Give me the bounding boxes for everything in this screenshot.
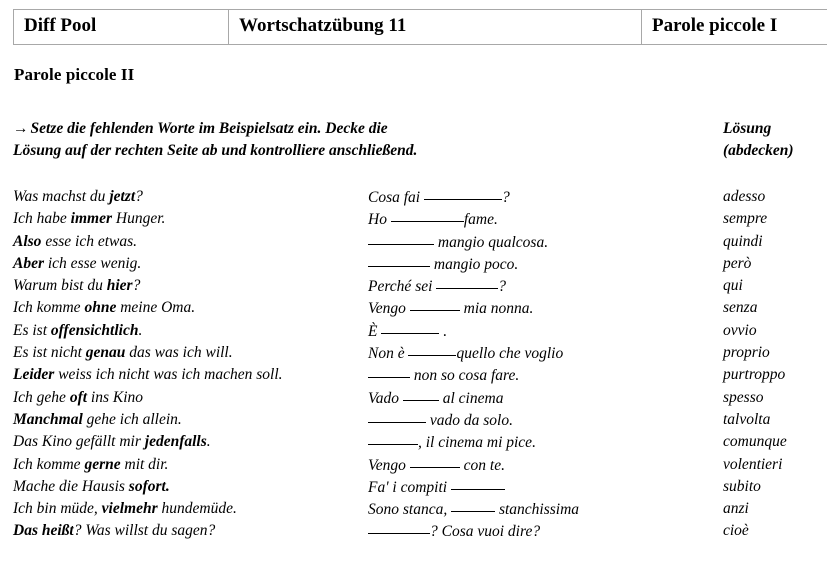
fill-in-blank[interactable] bbox=[368, 253, 430, 267]
italian-text: Vengo bbox=[368, 300, 410, 318]
german-text: Warum bist du bbox=[13, 277, 107, 295]
fill-in-blank[interactable] bbox=[403, 387, 439, 401]
solution-word: subito bbox=[723, 477, 761, 495]
german-keyword: Manchmal bbox=[13, 410, 83, 428]
exercise-row bbox=[0, 409, 827, 431]
german-keyword: vielmehr bbox=[101, 500, 158, 518]
german-keyword: ohne bbox=[84, 299, 117, 317]
german-sentence bbox=[13, 186, 143, 208]
italian-text: mangio poco. bbox=[430, 255, 519, 273]
solution-word: qui bbox=[723, 277, 743, 295]
solution-word: però bbox=[723, 254, 752, 272]
german-text: . bbox=[206, 433, 211, 451]
fill-in-blank[interactable] bbox=[368, 409, 426, 423]
italian-sentence bbox=[368, 476, 505, 499]
exercise-row bbox=[0, 454, 827, 476]
exercise-row bbox=[0, 342, 827, 364]
italian-sentence bbox=[368, 342, 563, 365]
italian-text: , il cinema mi pice. bbox=[418, 434, 536, 452]
italian-text: ? Cosa vuoi dire? bbox=[430, 523, 541, 541]
italian-text: È bbox=[368, 322, 382, 340]
header-row bbox=[14, 10, 827, 45]
german-sentence bbox=[13, 231, 137, 253]
italian-sentence bbox=[368, 520, 540, 543]
german-sentence bbox=[13, 342, 233, 364]
german-sentence bbox=[13, 253, 141, 275]
german-text: Das Kino gefällt mir bbox=[13, 433, 145, 451]
german-sentence bbox=[13, 476, 170, 498]
german-sentence bbox=[13, 320, 142, 342]
german-text: ? Was willst du sagen? bbox=[73, 522, 216, 540]
exercise-row bbox=[0, 253, 827, 275]
german-text: Ich komme bbox=[13, 455, 85, 473]
exercise-row bbox=[0, 231, 827, 253]
german-text: Es ist nicht bbox=[13, 344, 86, 362]
italian-text: al cinema bbox=[438, 389, 504, 407]
worksheet-header-table bbox=[13, 9, 827, 45]
italian-text: Non è bbox=[368, 345, 409, 363]
german-text: Ich habe bbox=[13, 210, 71, 228]
italian-sentence bbox=[368, 498, 579, 521]
german-sentence bbox=[13, 364, 283, 386]
german-keyword: jedenfalls bbox=[144, 433, 207, 451]
italian-text: stanchissima bbox=[495, 501, 580, 519]
header-cell-pool: Diff Pool bbox=[14, 10, 229, 45]
solution-word: spesso bbox=[723, 388, 764, 406]
fill-in-blank[interactable] bbox=[368, 520, 430, 534]
italian-sentence bbox=[368, 409, 513, 432]
german-keyword: hier bbox=[106, 277, 133, 295]
italian-text: . bbox=[439, 322, 448, 340]
instructions-text-1: Setze die fehlenden Worte im Beispielsatz ein. Decke die bbox=[30, 120, 388, 137]
german-text: Was machst du bbox=[13, 188, 110, 205]
exercise-row bbox=[0, 520, 827, 542]
german-text: Es ist bbox=[13, 321, 51, 339]
italian-text: mia nonna. bbox=[459, 300, 534, 318]
german-keyword: Leider bbox=[13, 366, 55, 384]
solution-word: purtroppo bbox=[723, 366, 786, 384]
german-keyword: oft bbox=[69, 388, 88, 406]
italian-sentence bbox=[368, 364, 519, 387]
header-cell-topic: Parole piccole I bbox=[642, 10, 827, 45]
german-text: mit dir. bbox=[120, 455, 169, 473]
italian-sentence bbox=[368, 208, 498, 231]
german-text: Ich bin müde, bbox=[13, 500, 102, 518]
italian-text: fame. bbox=[463, 211, 498, 229]
german-text: Ich gehe bbox=[13, 388, 70, 406]
fill-in-blank[interactable] bbox=[408, 342, 456, 356]
italian-sentence bbox=[368, 186, 510, 209]
german-keyword: immer bbox=[70, 210, 113, 228]
solution-word: proprio bbox=[723, 344, 770, 362]
italian-sentence bbox=[368, 320, 447, 343]
german-text: ins Kino bbox=[87, 388, 144, 406]
solution-word: volentieri bbox=[723, 455, 783, 473]
instructions-line-2: Lösung auf der rechten Seite ab und kontrolliere anschließend. bbox=[13, 142, 418, 159]
italian-sentence bbox=[368, 387, 503, 410]
italian-text: quello che voglio bbox=[456, 345, 564, 363]
italian-sentence bbox=[368, 253, 518, 276]
solution-header-line-1: Lösung bbox=[723, 120, 772, 137]
solution-word: adesso bbox=[723, 188, 766, 205]
italian-text: Sono stanca, bbox=[368, 501, 452, 519]
solution-word: sempre bbox=[723, 210, 768, 228]
german-sentence bbox=[13, 297, 195, 319]
fill-in-blank[interactable] bbox=[451, 476, 505, 490]
fill-in-blank[interactable] bbox=[381, 320, 439, 334]
exercise-row bbox=[0, 186, 827, 208]
italian-text: ? bbox=[501, 189, 510, 206]
exercise-row bbox=[0, 320, 827, 342]
german-sentence bbox=[13, 208, 165, 230]
italian-sentence bbox=[368, 431, 536, 454]
german-keyword: offensichtlich bbox=[50, 321, 139, 339]
exercise-row bbox=[0, 208, 827, 230]
italian-sentence bbox=[368, 454, 505, 477]
header-cell-exercise: Wortschatzübung 11 bbox=[229, 10, 642, 45]
exercise-row bbox=[0, 431, 827, 453]
german-sentence bbox=[13, 520, 215, 542]
exercise-list bbox=[0, 186, 827, 543]
german-sentence bbox=[13, 275, 140, 297]
german-text: . bbox=[138, 321, 143, 339]
solution-word: cioè bbox=[723, 522, 749, 540]
fill-in-blank[interactable] bbox=[368, 364, 410, 378]
solution-word: anzi bbox=[723, 500, 749, 518]
instructions-line-1 bbox=[13, 118, 703, 140]
german-keyword: Also bbox=[13, 232, 42, 250]
italian-text: vado da solo. bbox=[426, 411, 513, 429]
german-keyword: sofort. bbox=[128, 477, 170, 495]
solution-header-line-2: (abdecken) bbox=[723, 142, 794, 159]
german-sentence bbox=[13, 498, 237, 520]
solution-word: comunque bbox=[723, 433, 787, 451]
exercise-row bbox=[0, 364, 827, 386]
exercise-row bbox=[0, 476, 827, 498]
fill-in-blank[interactable] bbox=[368, 431, 418, 445]
solution-word: senza bbox=[723, 299, 758, 317]
german-text: ? bbox=[135, 188, 143, 205]
italian-text: Perché sei bbox=[368, 278, 437, 296]
italian-text: Fa' i compiti bbox=[368, 478, 451, 496]
exercise-row bbox=[0, 387, 827, 409]
fill-in-blank[interactable] bbox=[451, 498, 495, 512]
german-sentence bbox=[13, 387, 143, 409]
german-keyword: genau bbox=[85, 344, 126, 362]
german-text: gehe ich allein. bbox=[82, 410, 182, 428]
german-text: meine Oma. bbox=[116, 299, 196, 317]
german-sentence bbox=[13, 409, 182, 431]
instructions-block bbox=[13, 118, 703, 162]
italian-text: Ho bbox=[368, 211, 391, 229]
german-text: ich esse wenig. bbox=[44, 254, 142, 272]
solution-word: ovvio bbox=[723, 321, 757, 339]
german-keyword: Das heißt bbox=[13, 522, 74, 540]
german-keyword: jetzt bbox=[109, 188, 136, 205]
german-text: Mache die Hausis bbox=[13, 477, 129, 495]
german-text: das was ich will. bbox=[125, 344, 233, 362]
fill-in-blank[interactable] bbox=[424, 186, 502, 200]
italian-text: non so cosa fare. bbox=[410, 367, 520, 385]
german-text: ? bbox=[132, 277, 141, 295]
italian-sentence bbox=[368, 297, 533, 320]
italian-text: Vado bbox=[368, 389, 403, 407]
fill-in-blank[interactable] bbox=[436, 275, 498, 289]
german-keyword: gerne bbox=[84, 455, 121, 473]
german-text: weiss ich nicht was ich machen soll. bbox=[54, 366, 283, 384]
italian-sentence bbox=[368, 231, 548, 254]
italian-sentence bbox=[368, 275, 506, 298]
fill-in-blank[interactable] bbox=[410, 454, 460, 468]
german-keyword: Aber bbox=[13, 254, 44, 272]
german-text: Hunger. bbox=[112, 210, 166, 228]
italian-text: mangio qualcosa. bbox=[434, 233, 549, 251]
italian-text: con te. bbox=[459, 456, 505, 474]
solution-word: quindi bbox=[723, 232, 763, 250]
fill-in-blank[interactable] bbox=[391, 208, 464, 222]
german-sentence bbox=[13, 454, 168, 476]
exercise-row bbox=[0, 275, 827, 297]
fill-in-blank[interactable] bbox=[368, 231, 434, 245]
solution-column-header bbox=[723, 118, 794, 162]
german-text: esse ich etwas. bbox=[41, 232, 138, 250]
arrow-icon: → bbox=[13, 120, 29, 137]
fill-in-blank[interactable] bbox=[410, 297, 460, 311]
exercise-row bbox=[0, 297, 827, 319]
german-sentence bbox=[13, 431, 211, 453]
italian-text: Cosa fai bbox=[368, 189, 424, 206]
italian-text: Vengo bbox=[368, 456, 410, 474]
italian-text: ? bbox=[498, 278, 507, 296]
solution-word: talvolta bbox=[723, 410, 771, 428]
page-title: Parole piccole II bbox=[14, 65, 135, 84]
german-text: Ich komme bbox=[13, 299, 85, 317]
german-text: hundemüde. bbox=[157, 500, 237, 518]
exercise-row bbox=[0, 498, 827, 520]
